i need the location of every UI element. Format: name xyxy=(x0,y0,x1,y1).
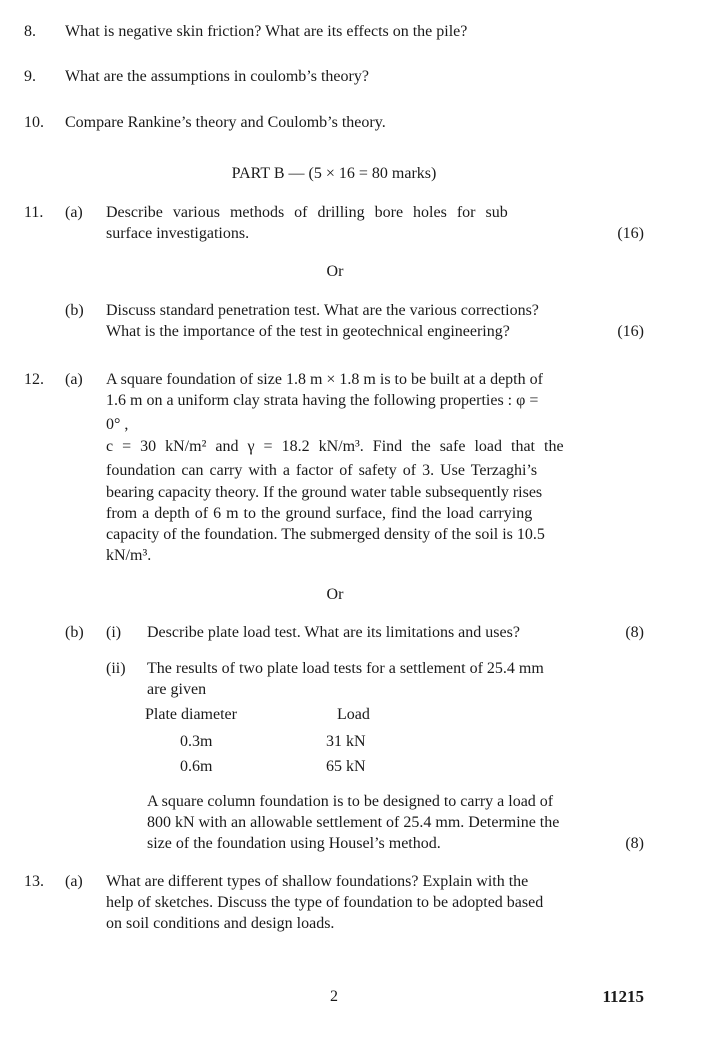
question-12a-line-2: 1.6 m on a uniform clay strata having the following properties : φ = xyxy=(106,392,539,409)
question-12b-ii-label: (ii) xyxy=(106,660,126,677)
part-b-heading: PART B — (5 × 16 = 80 marks) xyxy=(231,165,437,182)
question-11a-marks: (16) xyxy=(617,225,644,242)
page-number: 2 xyxy=(330,988,338,1005)
question-10-number: 10. xyxy=(24,114,44,131)
question-12a-line-7: from a depth of 6 m to the ground surface, find the load carrying xyxy=(106,505,533,522)
question-11a-label: (a) xyxy=(65,204,83,221)
or-divider-11: Or xyxy=(326,263,344,280)
question-12b-ii-line-3: A square column foundation is to be designed to carry a load of xyxy=(147,793,554,810)
question-11a-line-2: surface investigations. xyxy=(106,225,250,242)
question-13a-line-1: What are different types of shallow foundations? Explain with the xyxy=(106,873,529,890)
table-row-2-diameter: 0.6m xyxy=(180,758,213,775)
question-13a-line-2: help of sketches. Discuss the type of foundation to be adopted based xyxy=(106,894,544,911)
question-12b-i-label: (i) xyxy=(106,624,122,641)
question-9-text: What are the assumptions in coulomb’s theory? xyxy=(65,68,369,85)
question-8-text: What is negative skin friction? What are its effects on the pile? xyxy=(65,23,468,40)
table-header-plate-diameter: Plate diameter xyxy=(145,706,237,723)
question-12a-label: (a) xyxy=(65,371,83,388)
question-9-number: 9. xyxy=(24,68,36,85)
paper-code: 11215 xyxy=(602,987,644,1006)
question-12b-ii-line-1: The results of two plate load tests for a settlement of 25.4 mm xyxy=(147,660,544,677)
or-divider-12: Or xyxy=(326,586,344,603)
question-11-number: 11. xyxy=(24,204,44,221)
question-12b-ii-line-2: are given xyxy=(147,681,207,698)
question-12b-ii-marks: (8) xyxy=(625,835,644,852)
question-10-text: Compare Rankine’s theory and Coulomb’s theory. xyxy=(65,114,386,131)
question-12a-line-1: A square foundation of size 1.8 m × 1.8 m is to be built at a depth of xyxy=(106,371,543,388)
question-12a-line-4: c = 30 kN/m² and γ = 18.2 kN/m³. Find the safe load that the xyxy=(106,438,564,455)
question-13a-label: (a) xyxy=(65,873,83,890)
question-11b-label: (b) xyxy=(65,302,84,319)
question-12b-i-text: Describe plate load test. What are its limitations and uses? xyxy=(147,624,520,641)
question-12b-ii-line-4: 800 kN with an allowable settlement of 25.4 mm. Determine the xyxy=(147,814,560,831)
table-row-1-diameter: 0.3m xyxy=(180,733,213,750)
table-row-2-load: 65 kN xyxy=(326,758,366,775)
question-12a-line-9: kN/m³. xyxy=(106,547,152,564)
question-11a-line-1: Describe various methods of drilling bore holes for sub xyxy=(106,204,508,221)
table-header-load: Load xyxy=(337,706,370,723)
question-12a-line-5: foundation can carry with a factor of safety of 3. Use Terzaghi’s xyxy=(106,462,538,479)
question-12b-ii-line-5: size of the foundation using Housel’s method. xyxy=(147,835,441,852)
question-12b-i-marks: (8) xyxy=(625,624,644,641)
question-11b-line-2: What is the importance of the test in geotechnical engineering? xyxy=(106,323,510,340)
question-12b-label: (b) xyxy=(65,624,84,641)
question-13a-line-3: on soil conditions and design loads. xyxy=(106,915,335,932)
question-12-number: 12. xyxy=(24,371,44,388)
question-8-number: 8. xyxy=(24,23,36,40)
question-12a-line-8: capacity of the foundation. The submerged density of the soil is 10.5 xyxy=(106,526,545,543)
question-11b-line-1: Discuss standard penetration test. What are the various corrections? xyxy=(106,302,539,319)
table-row-1-load: 31 kN xyxy=(326,733,366,750)
question-12a-line-3: 0° , xyxy=(106,416,129,433)
question-12a-line-6: bearing capacity theory. If the ground water table subsequently rises xyxy=(106,484,543,501)
question-11b-marks: (16) xyxy=(617,323,644,340)
question-13-number: 13. xyxy=(24,873,44,890)
